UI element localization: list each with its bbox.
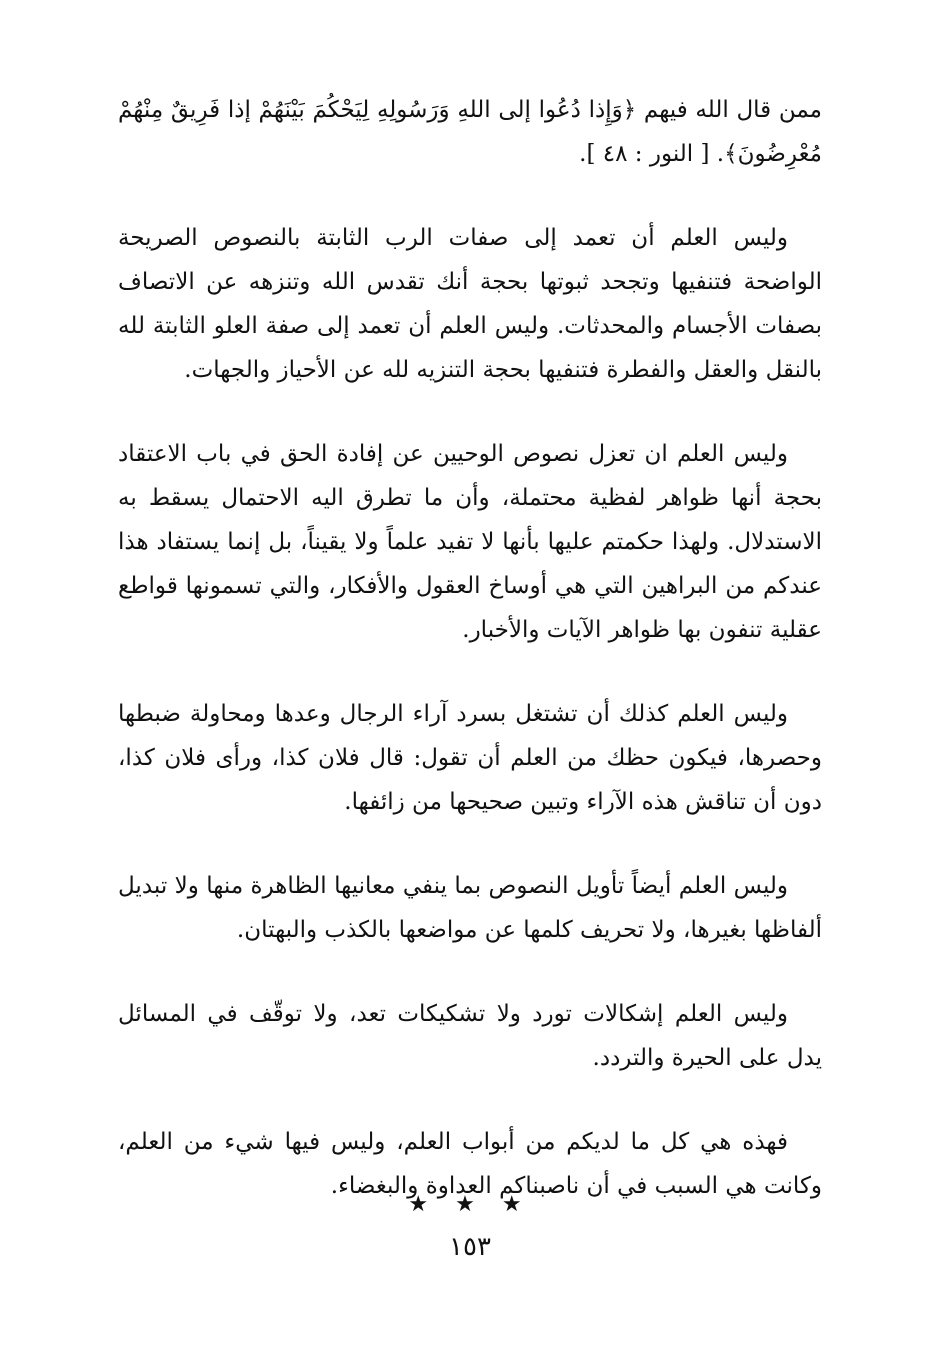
- section-separator-stars: ★ ★ ★: [408, 1192, 532, 1217]
- paragraph-divine-attributes: وليس العلم أن تعمد إلى صفات الرب الثابتة بالنصوص الصريحة الواضحة فتنفيها وتجحد ثبوتها بحجة أنك تقدس الله وتنزهه عن الاتصاف بصفات الأجسام والمحدثات. وليس العلم أن تعمد إلى صفة العلو الثابتة لله بالنقل والعقل والفطرة فتنفيها بحجة التنزيه لله عن الأحياز والجهات.: [118, 225, 822, 383]
- paragraph-men-opinions: وليس العلم كذلك أن تشتغل بسرد آراء الرجال وعدها ومحاولة ضبطها وحصرها، فيكون حظك من العلم أن تقول: قال فلان كذا، ورأى فلان كذا، دون أن تناقش هذه الآراء وتبين صحيحها من زائفها.: [118, 701, 822, 815]
- paragraph-revelation-texts: وليس العلم ان تعزل نصوص الوحيين عن إفادة الحق في باب الاعتقاد بحجة أنها ظواهر لفظية محتملة، وأن ما تطرق اليه الاحتمال يسقط به الاستدلال. ولهذا حكمتم عليها بأنها لا تفيد علماً ولا يقيناً، بل إنما يستفاد هذا عندكم من البراهين التي هي أوساخ العقول والأفكار، والتي تسمونها قواطع عقلية تنفون بها ظواهر الآيات والأخبار.: [118, 441, 823, 643]
- paragraph-quran-quote: ممن قال الله فيهم ﴿وَإِذا دُعُوا إلى اللهِ وَرَسُولِهِ لِيَحْكُمَ بَيْنَهُمْ إذا فَرِيقٌ مِنْهُمْ مُعْرِضُونَ﴾. [ النور : ٤٨ ].: [118, 97, 822, 167]
- paragraph-text-interpretation: وليس العلم أيضاً تأويل النصوص بما ينفي معانيها الظاهرة منها ولا تبديل ألفاظها بغيرها، ولا تحريف كلمها عن مواضعها بالكذب والبهتان.: [118, 873, 822, 943]
- body-text: [118, 88, 822, 1208]
- paragraph-doubts: وليس العلم إشكالات تورد ولا تشكيكات تعد، ولا توقّف في المسائل يدل على الحيرة والتردد.: [118, 1001, 822, 1071]
- paragraph-conclusion: فهذه هي كل ما لديكم من أبواب العلم، وليس فيها شيء من العلم، وكانت هي السبب في أن ناصبناكم العداوة والبغضاء.: [118, 1129, 822, 1199]
- page-number: ١٥٣: [449, 1232, 491, 1262]
